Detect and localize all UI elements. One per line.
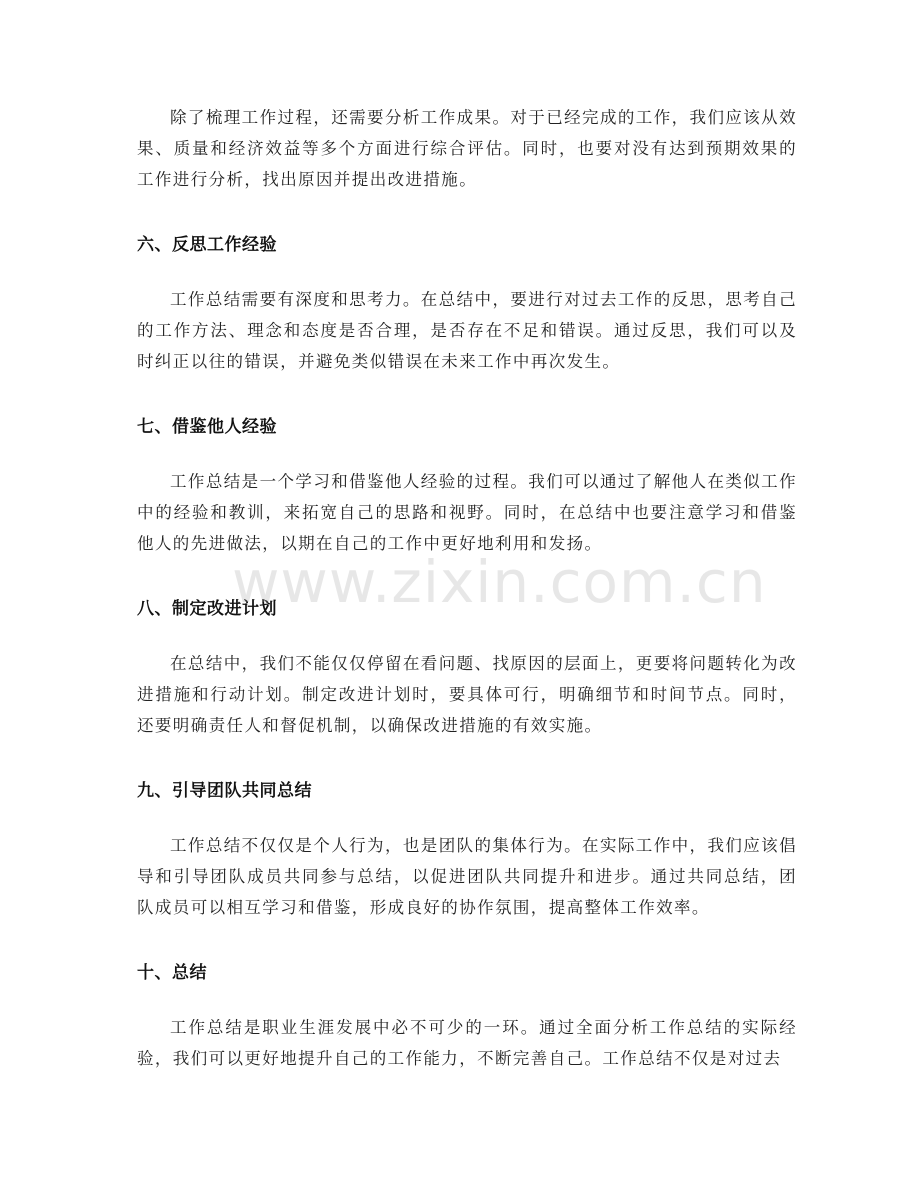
section-heading-6: 六、反思工作经验 — [137, 235, 277, 255]
section-paragraph-8: 在总结中，我们不能仅仅停留在看问题、找原因的层面上，更要将问题转化为改进措施和行动计划。制定改进计划时，要具体可行，明确细节和时间节点。同时，还要明确责任人和督促机制，以确保改进措施的有效实施。 — [137, 654, 797, 735]
watermark-text: www.zixin.com.cn — [232, 548, 767, 616]
section-paragraph-6: 工作总结需要有深度和思考力。在总结中，要进行对过去工作的反思，思考自己的工作方法、理念和态度是否合理，是否存在不足和错误。通过反思，我们可以及时纠正以往的错误，并避免类似错误在未来工作中再次发生。 — [137, 290, 797, 371]
section-paragraph-10: 工作总结是职业生涯发展中必不可少的一环。通过全面分析工作总结的实际经验，我们可以更好地提升自己的工作能力，不断完善自己。工作总结不仅是对过去 — [137, 1018, 797, 1068]
document-body — [137, 102, 797, 1074]
section-heading-9: 九、引导团队共同总结 — [137, 781, 312, 801]
section-paragraph-9: 工作总结不仅仅是个人行为，也是团队的集体行为。在实际工作中，我们应该倡导和引导团队成员共同参与总结，以促进团队共同提升和进步。通过共同总结，团队成员可以相互学习和借鉴，形成良好的协作氛围，提高整体工作效率。 — [137, 836, 797, 917]
section-heading-7: 七、借鉴他人经验 — [137, 417, 277, 437]
section-heading-8: 八、制定改进计划 — [137, 599, 277, 619]
section-heading-10: 十、总结 — [137, 963, 207, 983]
intro-paragraph: 除了梳理工作过程，还需要分析工作成果。对于已经完成的工作，我们应该从效果、质量和经济效益等多个方面进行综合评估。同时，也要对没有达到预期效果的工作进行分析，找出原因并提出改进措施。 — [137, 108, 797, 189]
section-paragraph-7: 工作总结是一个学习和借鉴他人经验的过程。我们可以通过了解他人在类似工作中的经验和教训，来拓宽自己的思路和视野。同时，在总结中也要注意学习和借鉴他人的先进做法，以期在自己的工作中更好地利用和发扬。 — [137, 472, 797, 553]
